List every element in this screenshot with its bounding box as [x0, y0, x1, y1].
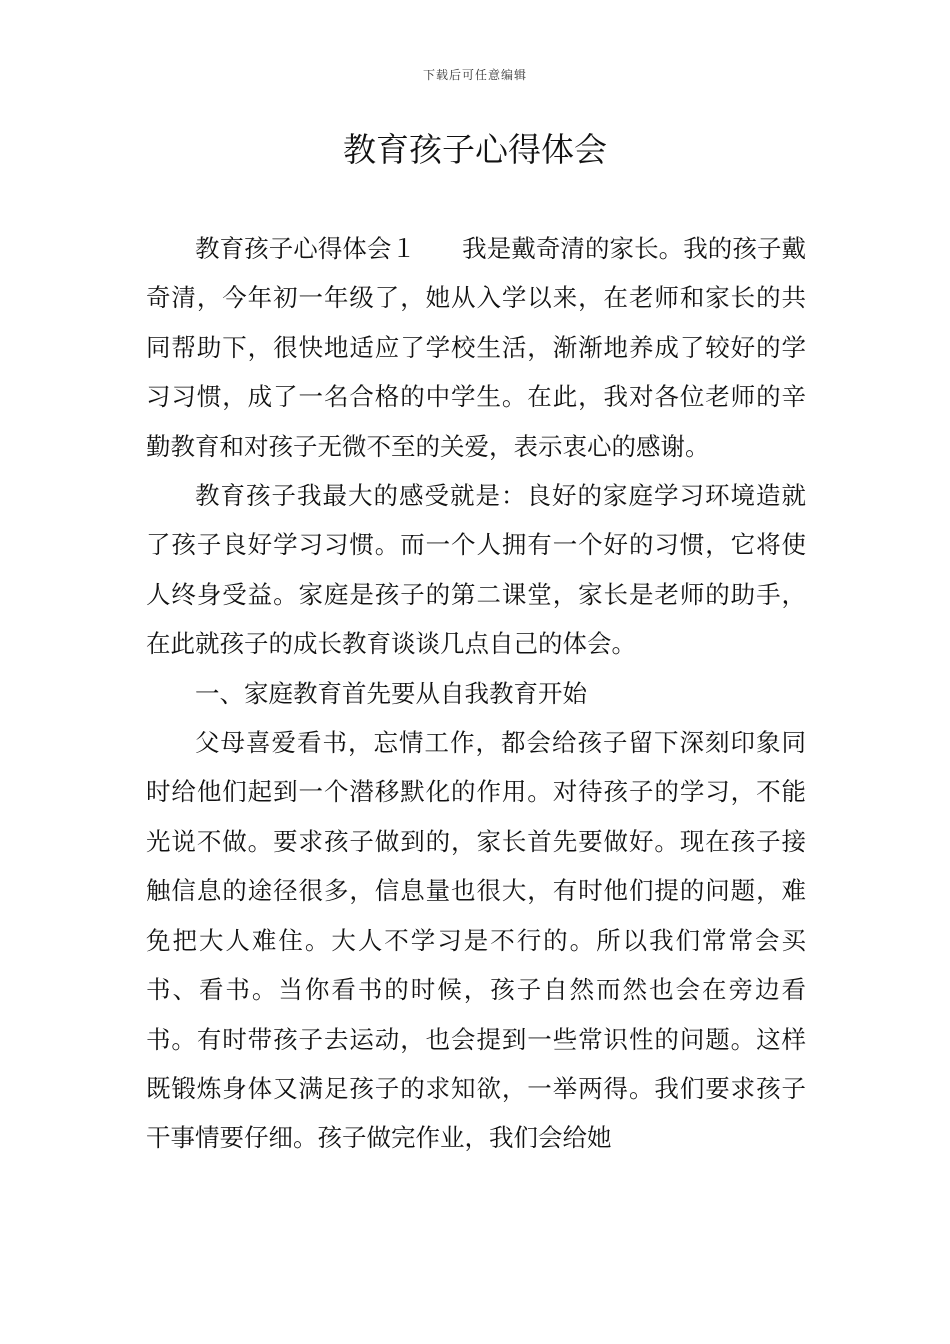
document-title: 教育孩子心得体会: [343, 130, 607, 169]
paragraph-2: 教育孩子我最大的感受就是：良好的家庭学习环境造就了孩子良好学习习惯。而一个人拥有一个好的习惯，它将使人终身受益。家庭是孩子的第二课堂，家长是老师的助手，在此就孩子的成长教育谈谈几点自己的体会。: [146, 481, 806, 659]
paragraph-3: 父母喜爱看书，忘情工作，都会给孩子留下深刻印象同时给他们起到一个潜移默化的作用。对待孩子的学习，不能光说不做。要求孩子做到的，家长首先要做好。现在孩子接触信息的途径很多，信息量也很大，有时他们提的问题，难免把大人难住。大人不学习是不行的。所以我们常常会买书、看书。当你看书的时候，孩子自然而然也会在旁边看书。有时带孩子去运动，也会提到一些常识性的问题。这样既锻炼身体又满足孩子的求知欲，一举两得。我们要求孩子干事情要仔细。孩子做完作业，我们会给她: [146, 728, 806, 1153]
paragraph-1-text: 我是戴奇清的家长。我的孩子戴奇清，今年初一年级了，她从入学以来，在老师和家长的共同帮助下，很快地适应了学校生活，渐渐地养成了较好的学习习惯，成了一名合格的中学生。在此，我对各位老师的辛勤教育和对孩子无微不至的关爱，表示衷心的感谢。: [146, 234, 807, 461]
page-header-note: 下载后可任意编辑: [422, 68, 527, 82]
paragraph-1-lead: 教育孩子心得体会１: [195, 234, 417, 263]
document-body: [146, 224, 806, 1163]
section-heading-1: 一、家庭教育首先要从自我教育开始: [195, 678, 587, 708]
paragraph-1: [146, 224, 806, 471]
